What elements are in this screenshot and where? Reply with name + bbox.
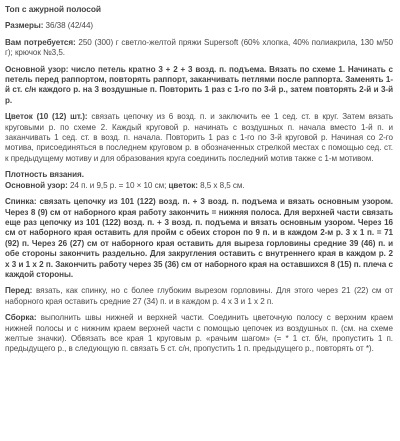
density-flower-label: цветок: bbox=[168, 180, 198, 190]
density-basic-text: 24 п. и 9,5 р. = 10 × 10 см; bbox=[67, 180, 169, 190]
basic-pattern-paragraph: Основной узор: число петель кратно 3 + 2 + 3 возд. п. подъема. Вязать по схеме 1. Начинать с петель перед раппортом, повторять раппорт, заканчивать петлями после раппорта. Заменять 1-й ст. с/н каждого р. на 3 воздушные п. Повторить 1 раз с 1-го по 3-й р., затем повторять 2-й и 3-й р. bbox=[5, 64, 393, 105]
density-basic-label: Основной узор: bbox=[5, 180, 68, 190]
materials-text: 250 (300) г светло-желтой пряжи Supersoft (60% хлопка, 40% полиакрила, 130 м/50 г); крючок №3,5. bbox=[5, 37, 393, 58]
size-text: 36/38 (42/44) bbox=[43, 21, 94, 31]
front-paragraph bbox=[5, 286, 393, 307]
density-heading: Плотность вязания. bbox=[5, 170, 84, 180]
size-label: Размеры: bbox=[5, 21, 44, 31]
materials-paragraph bbox=[5, 38, 393, 59]
front-label: Перед: bbox=[5, 286, 33, 296]
density-flower-text: 8,5 х 8,5 см. bbox=[197, 180, 245, 190]
flower-paragraph bbox=[5, 112, 393, 164]
density-paragraph bbox=[5, 181, 393, 191]
materials-label: Вам потребуется: bbox=[5, 37, 76, 47]
assembly-paragraph bbox=[5, 313, 393, 355]
assembly-label: Сборка: bbox=[5, 313, 37, 323]
size-paragraph bbox=[5, 21, 393, 31]
assembly-text: выполнить швы нижней и верхней части. Соединить цветочную полосу с верхним краем нижней полосы и с нижним краем верхней части с помощью цепочек из воздушных п. (см. на схеме желтые значки). Обвязать все края 1 круговым р. «рачьим шагом» (= * 1 ст. б/н, пропустить 1 п. предыдущего р., в следующую п. связать 5 ст. с/н, пропустить 1 п. предыдущего р., повторять от *). bbox=[5, 313, 393, 354]
document-title: Топ с ажурной полосой bbox=[5, 4, 102, 14]
front-text: вязать, как спинку, но с более глубоким вырезом горловины. Для этого через 21 (22) см от наборного края оставить средние 27 (34) п. и в каждом р. 4 х 3 и 1 х 2 п. bbox=[5, 286, 393, 306]
back-paragraph: Спинка: связать цепочку из 101 (122) возд. п. + 3 возд. п. подъема и вязать основным узором. Через 8 (9) см от наборного края работу закончить = нижняя полоса. Для верхней части связать еще раз цепочку из 101 (122) возд. п. + 3 возд. п. подъема и вязать основным узором. Через 16 см от наборного края оставить для пройм с обеих сторон по 9 п. и в каждом 2-м р. 3 х 1 п. = 71 (92) п. Через 26 (27) см от наборного края оставить для выреза горловины средние 39 (46) п. и обе стороны закончить раздельно. Для закругления оставить с внутреннего края в каждом р. 2 х 3 и 1 х 2 п. Закончить работу через 35 (36) см от наборного края на оставшихся 8 (15) п. плеча с каждой стороны. bbox=[5, 197, 393, 279]
flower-text: связать цепочку из 6 возд. п. и заключить ее 1 сед. ст. в круг. Затем вязать круговыми р. по схеме 2. Каждый круговой р. начинать с воздушных п. начала вместо 1-й п. и заканчивать 1 сед. ст. в возд. п. начала. Повторить 1 раз с 1-го по 3-й круговой р. Начиная со 2-го мотива, присоединяться в последнем круговом р. в обозначенных стрелкой местах с помощью сед. ст. к предыдущему мотиву и для образования круга соединить последний мотив также с 1-м мотивом. bbox=[5, 112, 393, 163]
flower-label: Цветок (10 (12) шт.): bbox=[5, 112, 88, 122]
